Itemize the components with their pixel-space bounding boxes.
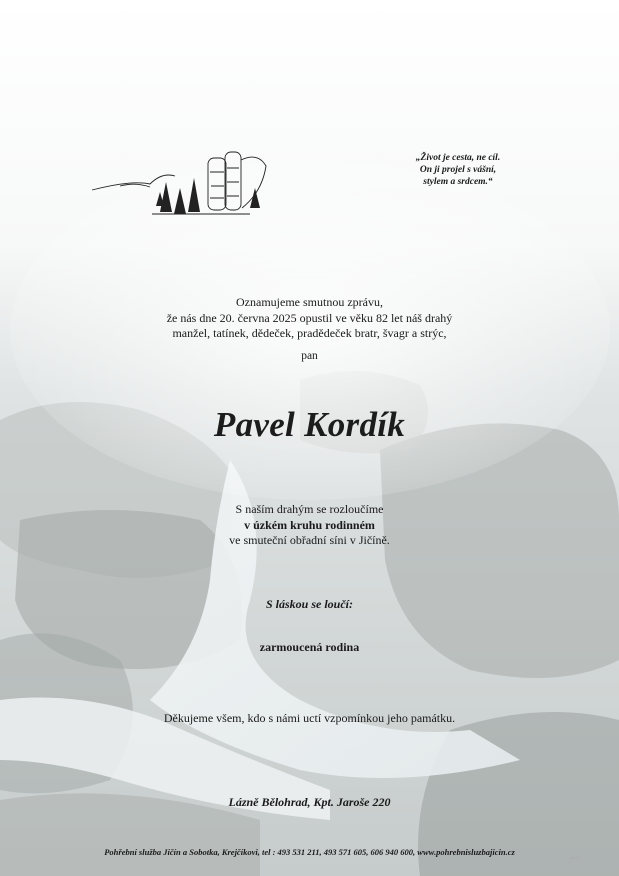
- address: Lázně Bělohrad, Kpt. Jaroše 220: [228, 795, 391, 809]
- motto-quote: [372, 152, 544, 188]
- farewell-line-emphasis: v úzkém kruhu rodinném: [244, 517, 375, 532]
- announcement-line: že nás dne 20. června 2025 opustil ve věku 82 let náš drahý: [166, 310, 453, 325]
- mourners: zarmoucená rodina: [259, 640, 360, 654]
- announcement-line: manžel, tatínek, dědeček, pradědeček bratr, švagr a strýc,: [172, 326, 447, 340]
- farewell-line: S naším drahým se rozloučíme: [235, 502, 384, 516]
- quote-line: „Život je cesta, ne cíl.: [415, 153, 501, 163]
- watermark: ARCH: [570, 855, 582, 860]
- farewell-line: ve smuteční obřadní síni v Jičíně.: [229, 533, 390, 547]
- quote-line: On ji projel s vášní,: [419, 165, 497, 175]
- announcement-line: Oznamujeme smutnou zprávu,: [236, 295, 383, 309]
- loving-farewell-label: S láskou se loučí:: [265, 597, 353, 611]
- deceased-name: Pavel Kordík: [213, 405, 406, 444]
- thanks-text: Děkujeme všem, kdo s námi uctí vzpomínkou jeho památku.: [163, 711, 456, 725]
- mountain-rocks-sketch-icon: [90, 142, 280, 220]
- farewell-text: [0, 502, 619, 549]
- announcement-text: [0, 295, 619, 342]
- honorific: pan: [301, 350, 318, 362]
- quote-line: stylem a srdcem.“: [423, 177, 493, 187]
- funeral-service-footer: Pohřební služba Jičín a Sobotka, Krejčíkovi, tel : 493 531 211, 493 571 605, 606 940 600, www.pohrebnisluzbajicin.cz: [104, 847, 515, 857]
